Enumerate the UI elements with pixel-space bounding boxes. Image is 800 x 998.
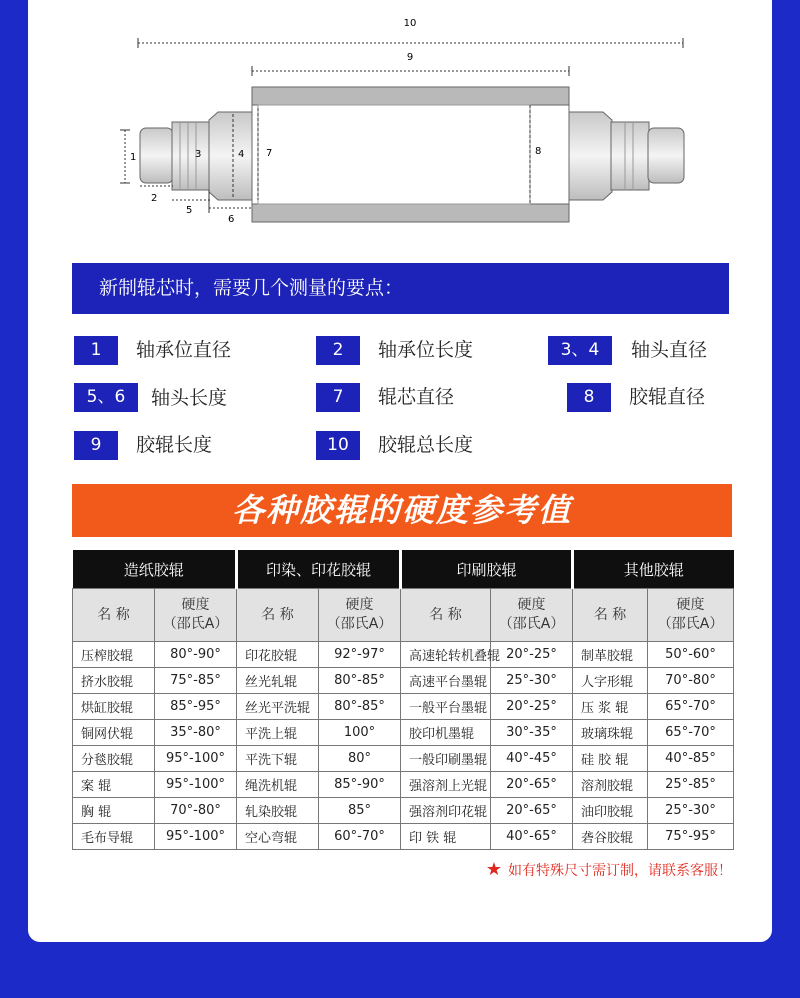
- point-label: 辊芯直径: [378, 386, 455, 408]
- point-tag: 9: [74, 431, 118, 460]
- roller-name-cell: 毛布导辊: [73, 824, 155, 850]
- name-column-header: 名 称: [573, 589, 648, 642]
- point-label: 轴承位长度: [378, 339, 474, 361]
- hardness-header-line2: （邵氏A）: [326, 616, 393, 632]
- hardness-value-cell: 25°-30°: [648, 798, 734, 824]
- roller-name-cell: 平洗下辊: [237, 746, 319, 772]
- point-tag: 7: [316, 383, 360, 412]
- dim-label-10: 10: [403, 18, 417, 29]
- hardness-value-cell: 92°-97°: [319, 642, 401, 668]
- table-row: [73, 720, 734, 746]
- point-label: 轴头长度: [151, 387, 228, 409]
- roller-name-cell: 丝光平洗辊: [237, 694, 319, 720]
- hardness-value-cell: 40°-65°: [491, 824, 573, 850]
- roller-name-cell: 高速轮转机叠辊: [401, 642, 491, 668]
- roller-name-cell: 印花胶辊: [237, 642, 319, 668]
- point-label: 胶辊总长度: [378, 434, 474, 456]
- roller-name-cell: 绳洗机辊: [237, 772, 319, 798]
- roller-name-cell: 强溶剂印花辊: [401, 798, 491, 824]
- roller-name-cell: 平洗上辊: [237, 720, 319, 746]
- hardness-header-line1: 硬度: [676, 597, 705, 613]
- hardness-value-cell: 85°-95°: [155, 694, 237, 720]
- point-tag: 8: [567, 383, 611, 412]
- left-shaft-mid: [172, 122, 210, 190]
- dim-label-6: 6: [228, 214, 235, 225]
- hardness-value-cell: 80°: [319, 746, 401, 772]
- roller-name-cell: 丝光轧辊: [237, 668, 319, 694]
- rubber-top: [252, 87, 569, 105]
- roller-name-cell: 分毯胶辊: [73, 746, 155, 772]
- hardness-value-cell: 100°: [319, 720, 401, 746]
- hardness-value-cell: 85°: [319, 798, 401, 824]
- roller-name-cell: 砻谷胶辊: [573, 824, 648, 850]
- roller-name-cell: 空心弯辊: [237, 824, 319, 850]
- hardness-value-cell: 20°-65°: [491, 772, 573, 798]
- hardness-value-cell: 20°-25°: [491, 642, 573, 668]
- hardness-header-line2: （邵氏A）: [657, 616, 724, 632]
- table-row: [73, 694, 734, 720]
- roller-diagram: [0, 0, 800, 250]
- point-tag: 5、6: [74, 383, 138, 412]
- hardness-column-header: [319, 589, 401, 642]
- hardness-value-cell: 95°-100°: [155, 746, 237, 772]
- hardness-value-cell: 85°-90°: [319, 772, 401, 798]
- point-tag: 10: [316, 431, 360, 460]
- hardness-value-cell: 40°-45°: [491, 746, 573, 772]
- hardness-value-cell: 65°-70°: [648, 694, 734, 720]
- hardness-value-cell: 40°-85°: [648, 746, 734, 772]
- hardness-value-cell: 50°-60°: [648, 642, 734, 668]
- hardness-header-line1: 硬度: [181, 597, 210, 613]
- dim-label-8: 8: [535, 146, 542, 157]
- hardness-value-cell: 75°-95°: [648, 824, 734, 850]
- rubber-bottom: [252, 204, 569, 222]
- table-row: [73, 642, 734, 668]
- dim-label-4: 4: [238, 149, 245, 160]
- table-row: [73, 824, 734, 850]
- roller-name-cell: 硅 胶 辊: [573, 746, 648, 772]
- roller-name-cell: 油印胶辊: [573, 798, 648, 824]
- category-header: 印染、印花胶辊: [237, 550, 401, 589]
- dim-label-5: 5: [186, 205, 193, 216]
- hardness-value-cell: 25°-85°: [648, 772, 734, 798]
- left-bearing: [140, 128, 173, 183]
- roller-name-cell: 玻璃珠辊: [573, 720, 648, 746]
- point-label: 轴承位直径: [136, 339, 232, 361]
- right-shaft-head: [569, 112, 612, 200]
- category-header: 造纸胶辊: [73, 550, 237, 589]
- hardness-value-cell: 20°-65°: [491, 798, 573, 824]
- hardness-header-line2: （邵氏A）: [162, 616, 229, 632]
- dim-label-1: 1: [130, 152, 137, 163]
- roller-name-cell: 高速平台墨辊: [401, 668, 491, 694]
- point-label: 胶辊直径: [629, 386, 706, 408]
- hardness-column-header: [491, 589, 573, 642]
- hardness-table: [72, 550, 734, 850]
- hardness-header-line2: （邵氏A）: [498, 616, 565, 632]
- roller-name-cell: 一般平台墨辊: [401, 694, 491, 720]
- point-label: 轴头直径: [631, 339, 708, 361]
- hardness-value-cell: 75°-85°: [155, 668, 237, 694]
- hardness-value-cell: 95°-100°: [155, 772, 237, 798]
- name-column-header: 名 称: [73, 589, 155, 642]
- hardness-value-cell: 70°-80°: [155, 798, 237, 824]
- hardness-value-cell: 30°-35°: [491, 720, 573, 746]
- hardness-value-cell: 95°-100°: [155, 824, 237, 850]
- roller-name-cell: 胸 辊: [73, 798, 155, 824]
- roller-name-cell: 压 浆 辊: [573, 694, 648, 720]
- table-row: [73, 668, 734, 694]
- right-bearing: [648, 128, 684, 183]
- category-header: 其他胶辊: [573, 550, 734, 589]
- roller-name-cell: 印 铁 辊: [401, 824, 491, 850]
- roller-name-cell: 溶剂胶辊: [573, 772, 648, 798]
- category-header: 印刷胶辊: [401, 550, 573, 589]
- hardness-header-line1: 硬度: [517, 597, 546, 613]
- point-tag: 3、4: [548, 336, 612, 365]
- hardness-value-cell: 70°-80°: [648, 668, 734, 694]
- point-label: 胶辊长度: [136, 434, 213, 456]
- hardness-value-cell: 60°-70°: [319, 824, 401, 850]
- star-icon: ★: [485, 859, 502, 880]
- roller-name-cell: 铜网伏辊: [73, 720, 155, 746]
- custom-size-note: [486, 859, 732, 880]
- table-row: [73, 798, 734, 824]
- hardness-column-header: [648, 589, 734, 642]
- hardness-header-line1: 硬度: [345, 597, 374, 613]
- dim-label-3: 3: [195, 149, 202, 160]
- roller-name-cell: 轧染胶辊: [237, 798, 319, 824]
- note-text: 如有特殊尺寸需订制，请联系客服！: [508, 863, 732, 879]
- roller-name-cell: 制革胶辊: [573, 642, 648, 668]
- roller-name-cell: 烘缸胶辊: [73, 694, 155, 720]
- dim-label-9: 9: [406, 52, 414, 63]
- table-row: [73, 746, 734, 772]
- hardness-value-cell: 25°-30°: [491, 668, 573, 694]
- name-column-header: 名 称: [401, 589, 491, 642]
- hardness-column-header: [155, 589, 237, 642]
- roller-name-cell: 强溶剂上光辊: [401, 772, 491, 798]
- left-shaft-head: [209, 112, 252, 200]
- hardness-value-cell: 80°-90°: [155, 642, 237, 668]
- hardness-value-cell: 80°-85°: [319, 668, 401, 694]
- roller-name-cell: 案 辊: [73, 772, 155, 798]
- hardness-value-cell: 20°-25°: [491, 694, 573, 720]
- point-tag: 1: [74, 336, 118, 365]
- measurement-banner: 新制辊芯时，需要几个测量的要点：: [72, 263, 729, 314]
- point-tag: 2: [316, 336, 360, 365]
- right-shaft-mid: [611, 122, 649, 190]
- hardness-title: 各种胶辊的硬度参考值: [72, 484, 732, 537]
- table-row: [73, 772, 734, 798]
- hardness-value-cell: 80°-85°: [319, 694, 401, 720]
- dim-label-7: 7: [266, 148, 273, 159]
- hardness-value-cell: 65°-70°: [648, 720, 734, 746]
- roller-name-cell: 胶印机墨辊: [401, 720, 491, 746]
- roller-name-cell: 一般印刷墨辊: [401, 746, 491, 772]
- roller-name-cell: 人字形辊: [573, 668, 648, 694]
- dim-label-2: 2: [151, 193, 158, 204]
- hardness-value-cell: 35°-80°: [155, 720, 237, 746]
- name-column-header: 名 称: [237, 589, 319, 642]
- roller-name-cell: 压榨胶辊: [73, 642, 155, 668]
- roller-name-cell: 挤水胶辊: [73, 668, 155, 694]
